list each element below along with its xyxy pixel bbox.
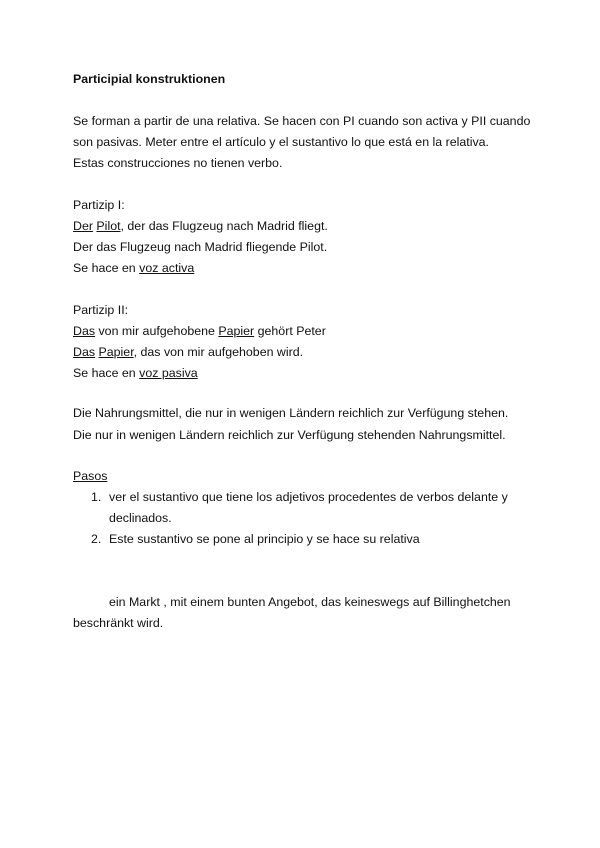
partizip2-voice	[73, 365, 198, 381]
partizip1-voice	[73, 260, 194, 276]
noun-papier: Papier	[218, 324, 255, 338]
list-item-text: Este sustantivo se pone al principio y se hace su relativa	[109, 532, 420, 546]
exercise-sentence-cont: beschränkt wird.	[73, 616, 164, 630]
text-fragment: , der das Flugzeug nach Madrid fliegt.	[120, 219, 328, 233]
list-item-text-cont: declinados.	[109, 511, 172, 525]
text-fragment: Se hace en	[73, 261, 140, 275]
partizip1-heading: Partizip I:	[73, 198, 125, 212]
list-number: 2.	[91, 532, 102, 546]
page-title: Participial konstruktionen	[73, 72, 226, 86]
voz-activa: voz activa	[139, 261, 195, 275]
list-item-text: ver el sustantivo que tiene los adjetivos procedentes de verbos delante y	[109, 490, 508, 504]
partizip2-heading: Partizip II:	[73, 303, 129, 317]
list-number: 1.	[91, 490, 102, 504]
exercise-sentence: ein Markt , mit einem bunten Angebot, das keineswegs auf Billinghetchen	[109, 595, 511, 609]
text-fragment: von mir aufgehobene	[95, 324, 219, 338]
intro-line-2: son pasivas. Meter entre el artículo y el sustantivo lo que está en la relativa.	[73, 135, 489, 149]
text-fragment: , das von mir aufgehoben wird.	[133, 345, 304, 359]
noun-papier: Papier	[98, 345, 134, 359]
article-das: Das	[73, 345, 96, 359]
partizip2-example-construction	[73, 323, 326, 339]
partizip2-example-relative	[73, 344, 303, 360]
example-relative: Die Nahrungsmittel, die nur in wenigen Ländern reichlich zur Verfügung stehen.	[73, 406, 509, 420]
voz-pasiva: voz pasiva	[139, 366, 198, 380]
article-der: Der	[73, 219, 93, 233]
intro-line-3: Estas construcciones no tienen verbo.	[73, 156, 283, 170]
noun-pilot: Pilot	[96, 219, 121, 233]
partizip1-example-construction: Der das Flugzeug nach Madrid fliegende Pilot.	[73, 240, 328, 254]
article-das: Das	[73, 324, 96, 338]
partizip1-example-relative	[73, 218, 328, 234]
example-construction: Die nur in wenigen Ländern reichlich zur Verfügung stehenden Nahrungsmittel.	[73, 428, 506, 442]
text-fragment: gehört Peter	[254, 324, 326, 338]
intro-line-1: Se forman a partir de una relativa. Se hacen con PI cuando son activa y PII cuando	[73, 114, 531, 128]
text-fragment: Se hace en	[73, 366, 140, 380]
pasos-heading: Pasos	[73, 469, 108, 483]
